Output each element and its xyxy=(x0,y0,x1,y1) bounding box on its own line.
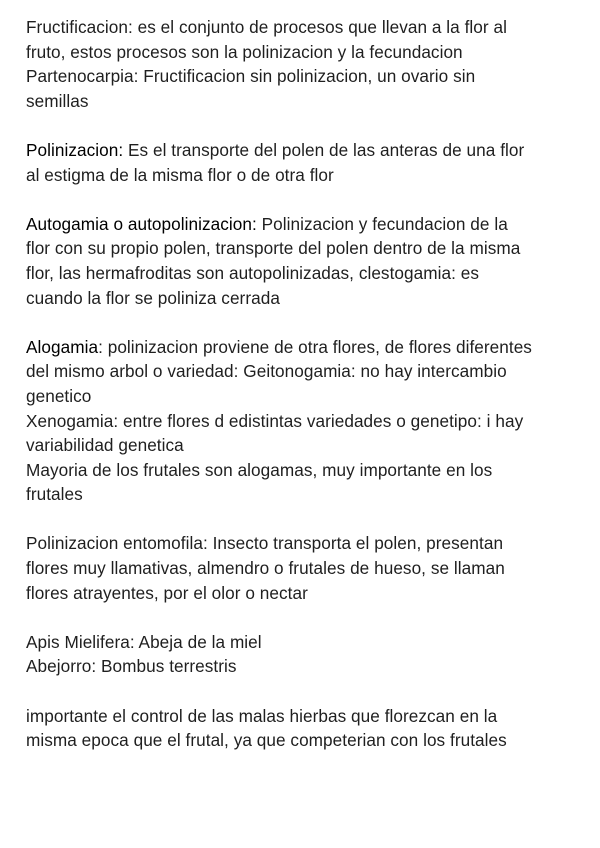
line-text: Abejorro: Bombus terrestris xyxy=(26,656,237,677)
text-line xyxy=(26,630,576,655)
line-text: flores atrayentes, por el olor o nectar xyxy=(26,582,308,603)
paragraph-autogamia xyxy=(26,212,576,310)
line-text: genetico xyxy=(26,385,92,406)
text-line xyxy=(26,163,576,188)
line-text: al estigma de la misma flor o de otra flor xyxy=(26,164,334,185)
text-line xyxy=(26,89,576,114)
document-body xyxy=(26,15,576,777)
text-line xyxy=(26,531,576,556)
line-text: Xenogamia: entre flores d edistintas variedades o genetipo: i hay xyxy=(26,410,524,431)
line-text: Polinizacion entomofila: Insecto transporta el polen, presentan xyxy=(26,533,504,554)
line-text: flor con su propio polen, transporte del polen dentro de la misma xyxy=(26,238,521,259)
text-line xyxy=(26,433,576,458)
line-text: Mayoria de los frutales son alogamas, muy importante en los xyxy=(26,459,493,480)
text-line xyxy=(26,212,576,237)
text-line xyxy=(26,556,576,581)
line-text: Es el transporte del polen de las anteras de una flor xyxy=(123,139,525,160)
text-line xyxy=(26,654,576,679)
line-text: flor, las hermafroditas son autopolinizadas, clestogamia: es xyxy=(26,262,479,283)
line-text: frutales xyxy=(26,484,83,505)
line-text: variabilidad genetica xyxy=(26,435,184,456)
line-text: semillas xyxy=(26,90,89,111)
line-text: Partenocarpia: Fructificacion sin polinizacion, un ovario sin xyxy=(26,66,476,87)
text-line xyxy=(26,384,576,409)
text-line xyxy=(26,335,576,360)
line-text: flores muy llamativas, almendro o frutales de hueso, se llaman xyxy=(26,558,505,579)
line-text: del mismo arbol o variedad: Geitonogamia: no hay intercambio xyxy=(26,361,507,382)
line-text: Fructificacion: es el conjunto de procesos que llevan a la flor al xyxy=(26,17,507,37)
text-line xyxy=(26,236,576,261)
text-line xyxy=(26,64,576,89)
term-highlight: Polinizacion: xyxy=(26,139,124,160)
term-highlight: Autogamia o autopolinizacion: xyxy=(26,213,257,234)
text-line xyxy=(26,458,576,483)
text-line xyxy=(26,581,576,606)
paragraph-entomofila xyxy=(26,531,576,605)
paragraph-malas-hierbas xyxy=(26,704,576,753)
line-text: fruto, estos procesos son la polinizacion y la fecundacion xyxy=(26,41,463,62)
text-line xyxy=(26,409,576,434)
text-line xyxy=(26,728,576,753)
text-line xyxy=(26,286,576,311)
text-line xyxy=(26,482,576,507)
line-text: cuando la flor se poliniza cerrada xyxy=(26,287,280,308)
paragraph-fructificacion xyxy=(26,15,576,113)
text-line xyxy=(26,138,576,163)
text-line xyxy=(26,359,576,384)
line-text: Polinizacion y fecundacion de la xyxy=(256,213,508,234)
line-text: : polinizacion proviene de otra flores, de flores diferentes xyxy=(98,336,532,357)
term-highlight: Alogamia xyxy=(26,336,99,357)
paragraph-alogamia xyxy=(26,335,576,507)
paragraph-abejas xyxy=(26,630,576,679)
text-line xyxy=(26,704,576,729)
line-text: misma epoca que el frutal, ya que competerian con los frutales xyxy=(26,730,507,751)
text-line xyxy=(26,261,576,286)
paragraph-polinizacion xyxy=(26,138,576,187)
line-text: Apis Mielifera: Abeja de la miel xyxy=(26,631,262,652)
line-text: importante el control de las malas hierbas que florezcan en la xyxy=(26,705,498,726)
text-line xyxy=(26,15,576,40)
text-line xyxy=(26,40,576,65)
